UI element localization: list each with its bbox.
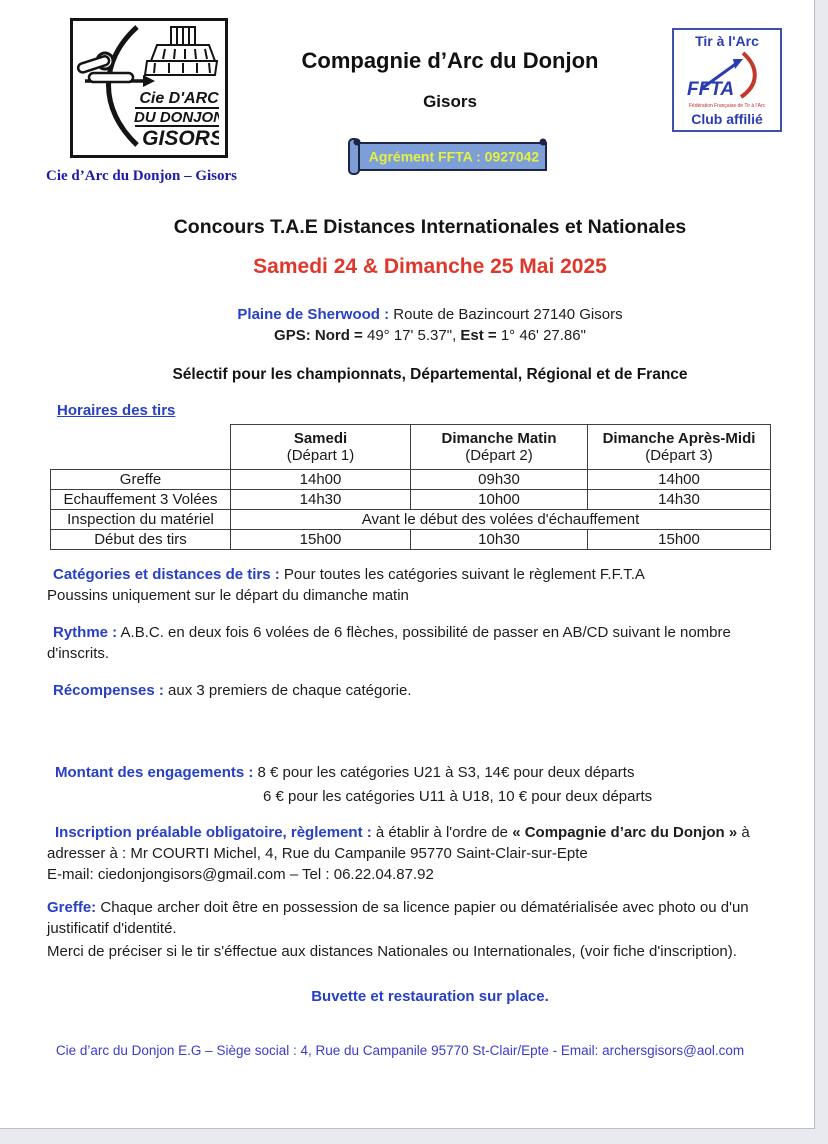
schedule-header-dimanche-apres-midi xyxy=(588,425,771,470)
rythme-text: A.B.C. en deux fois 6 volées de 6 flèches, possibilité de passer en AB/CD suivant le nombre xyxy=(117,624,731,641)
rythme-label: Rythme : xyxy=(53,624,118,641)
logo-caption: Cie d’Arc du Donjon – Gisors xyxy=(46,168,237,184)
cell-value: 14h30 xyxy=(588,490,771,510)
row-label: Greffe xyxy=(51,470,231,490)
venue-label: Plaine de Sherwood : xyxy=(237,306,390,323)
scroll-knob-right xyxy=(540,139,547,146)
categories-section-line1 xyxy=(53,564,645,585)
ffta-logo xyxy=(685,51,769,101)
cell-value: 14h00 xyxy=(588,470,771,490)
ffta-badge xyxy=(672,28,782,132)
cell-value: 15h00 xyxy=(588,530,771,550)
venue-line xyxy=(70,306,790,323)
logo-line1: Cie D'ARC xyxy=(139,90,219,107)
greffe-note-label: Greffe: xyxy=(47,899,97,916)
logo-line3: GISORS xyxy=(142,127,219,149)
logo-line2: DU DONJON xyxy=(133,109,219,126)
schedule-heading: Horaires des tirs xyxy=(57,402,176,419)
inscription-section-line1 xyxy=(55,822,750,843)
categories-section-line2: Poussins uniquement sur le départ du dimanche matin xyxy=(47,587,409,604)
schedule-table-wrap xyxy=(50,424,771,550)
categories-text: Pour toutes les catégories suivant le règlement F.F.T.A xyxy=(279,566,645,583)
schedule-header-row xyxy=(51,425,771,470)
agrement-banner xyxy=(344,136,556,178)
recompenses-label: Récompenses : xyxy=(53,682,164,699)
inscription-payee: « Compagnie d’arc du Donjon » xyxy=(512,824,738,841)
inscription-section-line2: adresser à : Mr COURTI Michel, 4, Rue du Campanile 95770 Saint-Clair-sur-Epte xyxy=(47,845,588,862)
ffta-acronym: FFTA xyxy=(687,79,735,101)
arrow-head xyxy=(143,75,155,87)
inscription-section-line3: E-mail: ciedonjongisors@gmail.com – Tel : 06.22.04.87.92 xyxy=(47,866,434,883)
col-title: Dimanche Matin xyxy=(441,430,557,447)
table-row-echauffement xyxy=(51,490,771,510)
cell-value: 14h30 xyxy=(231,490,411,510)
col-sub: (Départ 2) xyxy=(465,447,533,464)
greffe-note-line2: justificatif d'identité. xyxy=(47,920,177,937)
recompenses-text: aux 3 premiers de chaque catégorie. xyxy=(163,682,412,699)
agrement-text: Agrément FFTA : 0927042 xyxy=(368,148,540,165)
schedule-header-dimanche-matin xyxy=(411,425,588,470)
row-label: Inspection du matériel xyxy=(51,510,231,530)
doc-title: Compagnie d’Arc du Donjon xyxy=(301,48,599,73)
ffta-badge-top-label: Tir à l'Arc xyxy=(695,33,759,49)
montant-section-line2: 6 € pour les catégories U11 à U18, 10 € pour deux départs xyxy=(263,788,653,805)
schedule-table xyxy=(50,424,771,550)
cell-value: 09h30 xyxy=(411,470,588,490)
ffta-badge-bottom-label: Club affilié xyxy=(691,110,763,127)
scroll-knob-left xyxy=(354,139,361,146)
cell-span-value: Avant le début des volées d'échauffement xyxy=(231,510,771,530)
col-title: Dimanche Après-Midi xyxy=(602,430,756,447)
gps-north-label: GPS: Nord = xyxy=(274,327,367,344)
archer-body xyxy=(89,73,133,82)
gps-est-value: 1° 46' 27.86" xyxy=(500,327,586,344)
col-title: Samedi xyxy=(293,430,348,447)
table-row-greffe xyxy=(51,470,771,490)
greffe-note-line1 xyxy=(47,897,749,918)
inscription-label: Inscription préalable obligatoire, règlement : xyxy=(55,824,372,841)
rythme-section-line1 xyxy=(53,622,731,643)
gps-est-label: Est = xyxy=(460,327,501,344)
footer-line: Cie d’arc du Donjon E.G – Siège social : 4, Rue du Campanile 95770 St-Clair/Epte - Email: archersgisors@aol.com xyxy=(55,1043,745,1058)
ffta-federation-subtext: Fédération Française de Tir à l'Arc xyxy=(688,102,766,109)
table-row-debut xyxy=(51,530,771,550)
ffta-arrow-head xyxy=(733,59,743,69)
archer-arm xyxy=(77,55,110,73)
row-label: Début des tirs xyxy=(51,530,231,550)
inscription-text1: à établir à l'ordre de xyxy=(371,824,513,841)
col-sub: (Départ 3) xyxy=(645,447,713,464)
cell-value: 10h00 xyxy=(411,490,588,510)
montant-section-line1 xyxy=(55,762,634,783)
col-sub: (Départ 1) xyxy=(286,447,355,464)
ffta-bow-curve xyxy=(741,53,755,97)
table-row-inspection xyxy=(51,510,771,530)
schedule-header-samedi xyxy=(231,425,411,470)
gps-line xyxy=(70,327,790,344)
gps-north-value: 49° 17' 5.37", xyxy=(366,327,461,344)
montant-label: Montant des engagements : xyxy=(55,764,254,781)
event-title: Concours T.A.E Distances Internationales et Nationales xyxy=(173,216,687,238)
categories-label: Catégories et distances de tirs : xyxy=(53,566,280,583)
buvette-line: Buvette et restauration sur place. xyxy=(311,988,549,1005)
schedule-header-empty-cell xyxy=(51,425,231,470)
scroll-banner-shape xyxy=(344,136,556,178)
club-logo xyxy=(70,18,228,158)
greffe-note-text: Chaque archer doit être en possession de sa licence papier ou dématérialisée avec photo ou d'un xyxy=(96,899,749,916)
inscription-text2: à xyxy=(737,824,750,841)
montant-text-line1: 8 € pour les catégories U21 à S3, 14€ pour deux départs xyxy=(253,764,635,781)
merci-line: Merci de préciser si le tir s'éffectue aux distances Nationales ou Internationales, (voir fiche d'inscription). xyxy=(47,943,737,960)
cell-value: 14h00 xyxy=(231,470,411,490)
archer-donjon-illustration xyxy=(73,21,219,149)
selectif-line: Sélectif pour les championnats, Départemental, Régional et de France xyxy=(172,366,688,383)
doc-subtitle: Gisors xyxy=(423,92,477,111)
rythme-section-line2: d'inscrits. xyxy=(47,645,110,662)
event-date: Samedi 24 & Dimanche 25 Mai 2025 xyxy=(253,255,607,278)
cell-value: 15h00 xyxy=(231,530,411,550)
row-label: Echauffement 3 Volées xyxy=(51,490,231,510)
cell-value: 10h30 xyxy=(411,530,588,550)
bow-curve xyxy=(109,27,138,145)
venue-value: Route de Bazincourt 27140 Gisors xyxy=(389,306,623,323)
recompenses-section xyxy=(53,680,412,701)
